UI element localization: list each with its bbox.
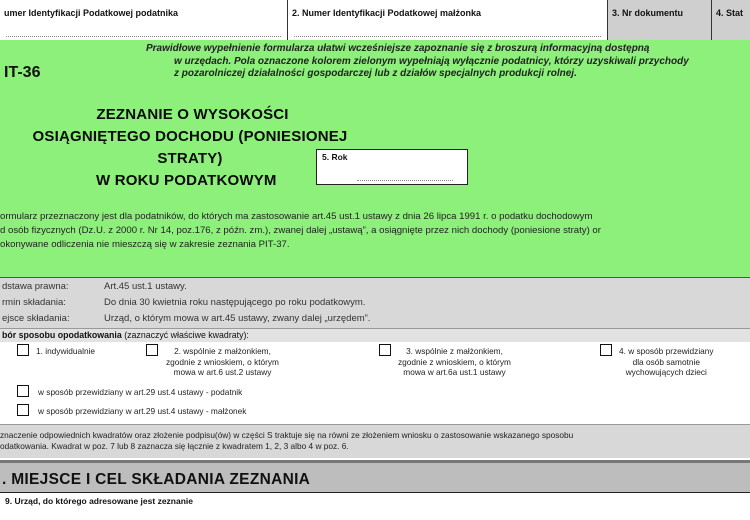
legal-label: dstawa prawna: xyxy=(2,281,69,292)
option-line: zgodnie z wnioskiem, o którym xyxy=(166,356,279,367)
legal-label: rmin składania: xyxy=(2,297,66,308)
form-code: IT-36 xyxy=(4,64,41,81)
nip-spouse-cell[interactable] xyxy=(288,0,608,40)
option-line: zgodnie z wnioskiem, o którym xyxy=(398,356,511,367)
nip-label: umer Identyfikacji Podatkowej podatnika xyxy=(4,8,179,18)
year-field[interactable] xyxy=(316,149,468,185)
checkbox-indywidualnie[interactable] xyxy=(17,344,29,356)
legal-value: Art.45 ust.1 ustawy. xyxy=(104,281,187,292)
nip-spouse-label: 2. Numer Identyfikacji Podatkowej małżonka xyxy=(292,8,482,18)
checkbox-wspolnie-6a[interactable] xyxy=(379,344,391,356)
legal-label: ejsce składania: xyxy=(2,313,70,324)
option-wspolnie-6a xyxy=(398,346,511,378)
title-line: W ROKU PODATKOWYM xyxy=(96,172,277,189)
note-line: odatkowania. Kwadrat w poz. 7 lub 8 zaznacza się łącznie z kwadratem 1, 2, 3 albo 4 w poz. 6. xyxy=(0,441,349,451)
option-line: 1. indywidualnie xyxy=(36,346,96,356)
method-note xyxy=(0,424,750,458)
nip-dots xyxy=(6,32,281,37)
info-line: Prawidłowe wypełnienie formularza ułatwi wcześniejsze zapoznanie się z broszurą informacyjną dostępną xyxy=(146,43,650,54)
option-line: 2. wspólnie z małżonkiem, xyxy=(174,346,271,356)
doc-number-label: 3. Nr dokumentu xyxy=(612,8,684,18)
option-line: mowa w art.6a ust.1 ustawy xyxy=(403,367,506,377)
option-line: mowa w art.6 ust.2 ustawy xyxy=(173,367,272,377)
method-heading-note: (zaznaczyć właściwe kwadraty): xyxy=(124,330,249,340)
method-heading-text: bór sposobu opodatkowania xyxy=(2,330,122,340)
option-line: 3. wspólnie z małżonkiem, xyxy=(406,346,503,356)
status-cell[interactable] xyxy=(712,0,750,40)
title-line: ZEZNANIE O WYSOKOŚCI xyxy=(96,106,289,123)
legal-value: Do dnia 30 kwietnia roku następującego po roku podatkowym. xyxy=(104,297,366,308)
option-line: dla osób samotnie xyxy=(632,356,700,367)
tax-office-label: 9. Urząd, do którego adresowane jest zeznanie xyxy=(5,496,193,506)
nip-cell[interactable] xyxy=(0,0,288,40)
title-line: OSIĄGNIĘTEGO DOCHODU (PONIESIONEJ STRATY) xyxy=(32,128,348,167)
checkbox-art29-podatnik[interactable] xyxy=(17,385,29,397)
section-a-title: . MIEJSCE I CEL SKŁADANIA ZEZNANIA xyxy=(2,471,311,488)
option-art29-podatnik: w sposób przewidziany w art.29 ust.4 ustawy - podatnik xyxy=(38,387,243,397)
form-description xyxy=(0,210,750,252)
year-label: 5. Rok xyxy=(322,152,348,162)
description-line: okonywane odliczenia nie mieszczą się w zakresie zeznania PIT-37. xyxy=(0,239,290,250)
description-line: ormularz przeznaczony jest dla podatników, do których ma zastosowanie art.45 ust.1 ustawy z dnia 26 lipca 1991 r. o podatku dochodowym xyxy=(0,211,593,222)
checkbox-samotnie[interactable] xyxy=(600,344,612,356)
info-text xyxy=(146,43,750,81)
option-art29-malzonek: w sposób przewidziany w art.29 ust.4 ustawy - małżonek xyxy=(38,406,247,416)
tax-office-field[interactable] xyxy=(0,492,750,520)
option-line: 4. w sposób przewidziany xyxy=(619,346,714,356)
method-heading xyxy=(2,330,249,340)
legal-value: Urząd, o którym mowa w art.45 ustawy, zwany dalej „urzędem”. xyxy=(104,313,371,324)
doc-number-cell[interactable] xyxy=(608,0,712,40)
year-dots xyxy=(357,176,453,181)
checkbox-wspolnie-wniosek[interactable] xyxy=(146,344,158,356)
info-line: z pozarolniczej działalności gospodarczej lub z działów specjalnych produkcji rolnej. xyxy=(174,68,577,79)
option-samotnie xyxy=(619,346,714,378)
section-a-header xyxy=(0,460,750,495)
option-wspolnie-wniosek xyxy=(166,346,279,378)
checkbox-art29-malzonek[interactable] xyxy=(17,404,29,416)
nip-spouse-dots xyxy=(294,32,601,37)
info-line: w urzędach. Pola oznaczone kolorem zielonym wypełniają wyłącznie podatnicy, którzy uzyskiwali przychody xyxy=(174,55,689,67)
note-line: znaczenie odpowiednich kwadratów oraz złożenie podpisu(ów) w części S traktuje się na równi ze złożeniem wniosku o zastosowanie wskazanego sposobu xyxy=(0,430,574,440)
description-line: d osób fizycznych (Dz.U. z 2000 r. Nr 14, poz.176, z późn. zm.), zwanej dalej „ustawą”, a osiągnięte przez nich dochody (poniesione straty) or xyxy=(0,225,601,236)
option-line: wychowujących dzieci xyxy=(625,367,707,377)
option-indywidualnie xyxy=(36,346,95,357)
status-label: 4. Stat xyxy=(716,8,744,18)
